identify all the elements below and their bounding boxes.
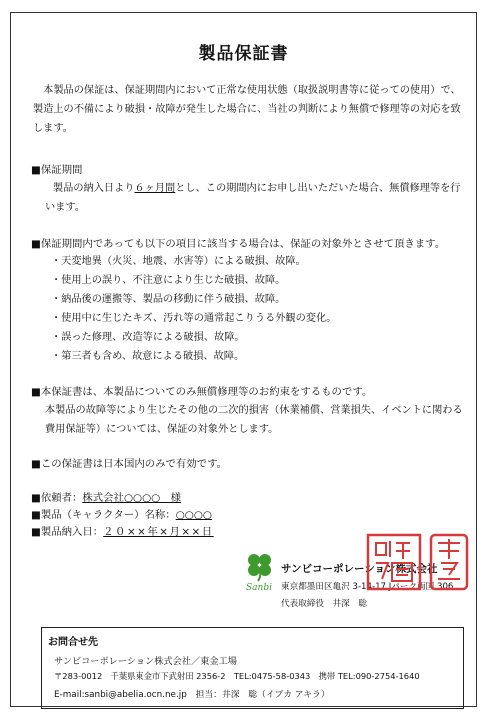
issuer-address: 東京都墨田区亀沢 3-14-17 Jパーク両国 306 [281, 582, 454, 592]
exclusion-item: ・天変地異（火災、地震、水害等）による破損、故障。 [51, 256, 306, 267]
exclusions-heading: ■保証期間内であっても以下の項目に該当する場合は、保証の対象外とさせて頂きます。 [31, 238, 446, 250]
delivery-date-value: ２０××年×月××日 [103, 526, 214, 538]
scope-heading: ■本保証書は、本製品についてのみ無償修理等のお約束をするものです。 [31, 386, 373, 398]
issuer-company-name: サンビコーポレーション株式会社 [281, 563, 438, 575]
document-title: 製品保証書 [198, 44, 289, 64]
contact-box [41, 627, 464, 709]
exclusion-item: ・使用中に生じたキズ、汚れ等の通常起こりうる外観の変化。 [51, 313, 337, 324]
contact-address-phone: 〒283-0012 千葉県東金市下武射田 2356-2 TEL:0475-58-0343 携帯 TEL:090-2754-1640 [54, 671, 420, 681]
product-name-value: ○○○○ [175, 509, 212, 521]
exclusion-item: ・納品後の運搬等、製品の移動に伴う破損、故障。 [51, 294, 286, 305]
contact-title: お問合せ先 [48, 637, 98, 648]
exclusion-item: ・誤った修理、改造等による破損、故障。 [51, 332, 245, 343]
intro-paragraph: 本製品の保証は、保証期間内において正常な使用状態（取扱説明書等に従っての使用）で、製造上の不備により破損・故障が発生した場合に、当社の判断により無償で修理等の対応を致します。 [33, 85, 461, 134]
sanbi-brand-text: Sanbi [246, 583, 272, 593]
exclusion-item: ・使用上の誤り、不注意により生じた破損、故障。 [51, 275, 286, 286]
warranty-period-post: とし、この期間内にお申し出いただいた場合、無償修理等を行います。 [45, 183, 461, 213]
issuer-representative: 代表取締役 井深 聡 [281, 599, 367, 609]
product-name-label: ■製品（キャラクター）名称： [31, 509, 176, 521]
exclusion-item: ・第三者も含め、故意による破損、故障。 [51, 351, 245, 362]
client-value: 株式会社○○○○ 様 [82, 492, 181, 504]
product-name-field [31, 506, 212, 524]
client-field [31, 489, 181, 507]
delivery-date-field [31, 523, 214, 541]
company-seal-stamp [366, 533, 422, 591]
warranty-period-heading: ■保証期間 [31, 164, 83, 176]
sanbi-clover-logo [243, 551, 277, 593]
warranty-sheet [10, 12, 477, 707]
warranty-period-duration: ６ヶ月間 [134, 183, 176, 194]
client-label: ■依頼者： [31, 492, 83, 504]
contact-email-person: E-mail:sanbi@abelia.ocn.ne.jp 担当：井深 聡（イブカ アキラ） [54, 690, 330, 700]
domestic-validity-note: ■この保証書は日本国内のみで有効です。 [31, 458, 228, 470]
scope-body: 本製品の故障等により生じたその他の二次的損害（休業補償、営業損失、イベントに関わる費用保証等）については、保証の対象外とします。 [45, 405, 463, 435]
delivery-date-label: ■製品納入日： [31, 526, 104, 538]
contact-company: サンビコーポレーション株式会社／東金工場 [54, 656, 237, 667]
representative-seal-stamp [429, 533, 469, 591]
warranty-period-body [45, 179, 463, 217]
warranty-period-pre: 製品の納入日より [53, 183, 135, 194]
